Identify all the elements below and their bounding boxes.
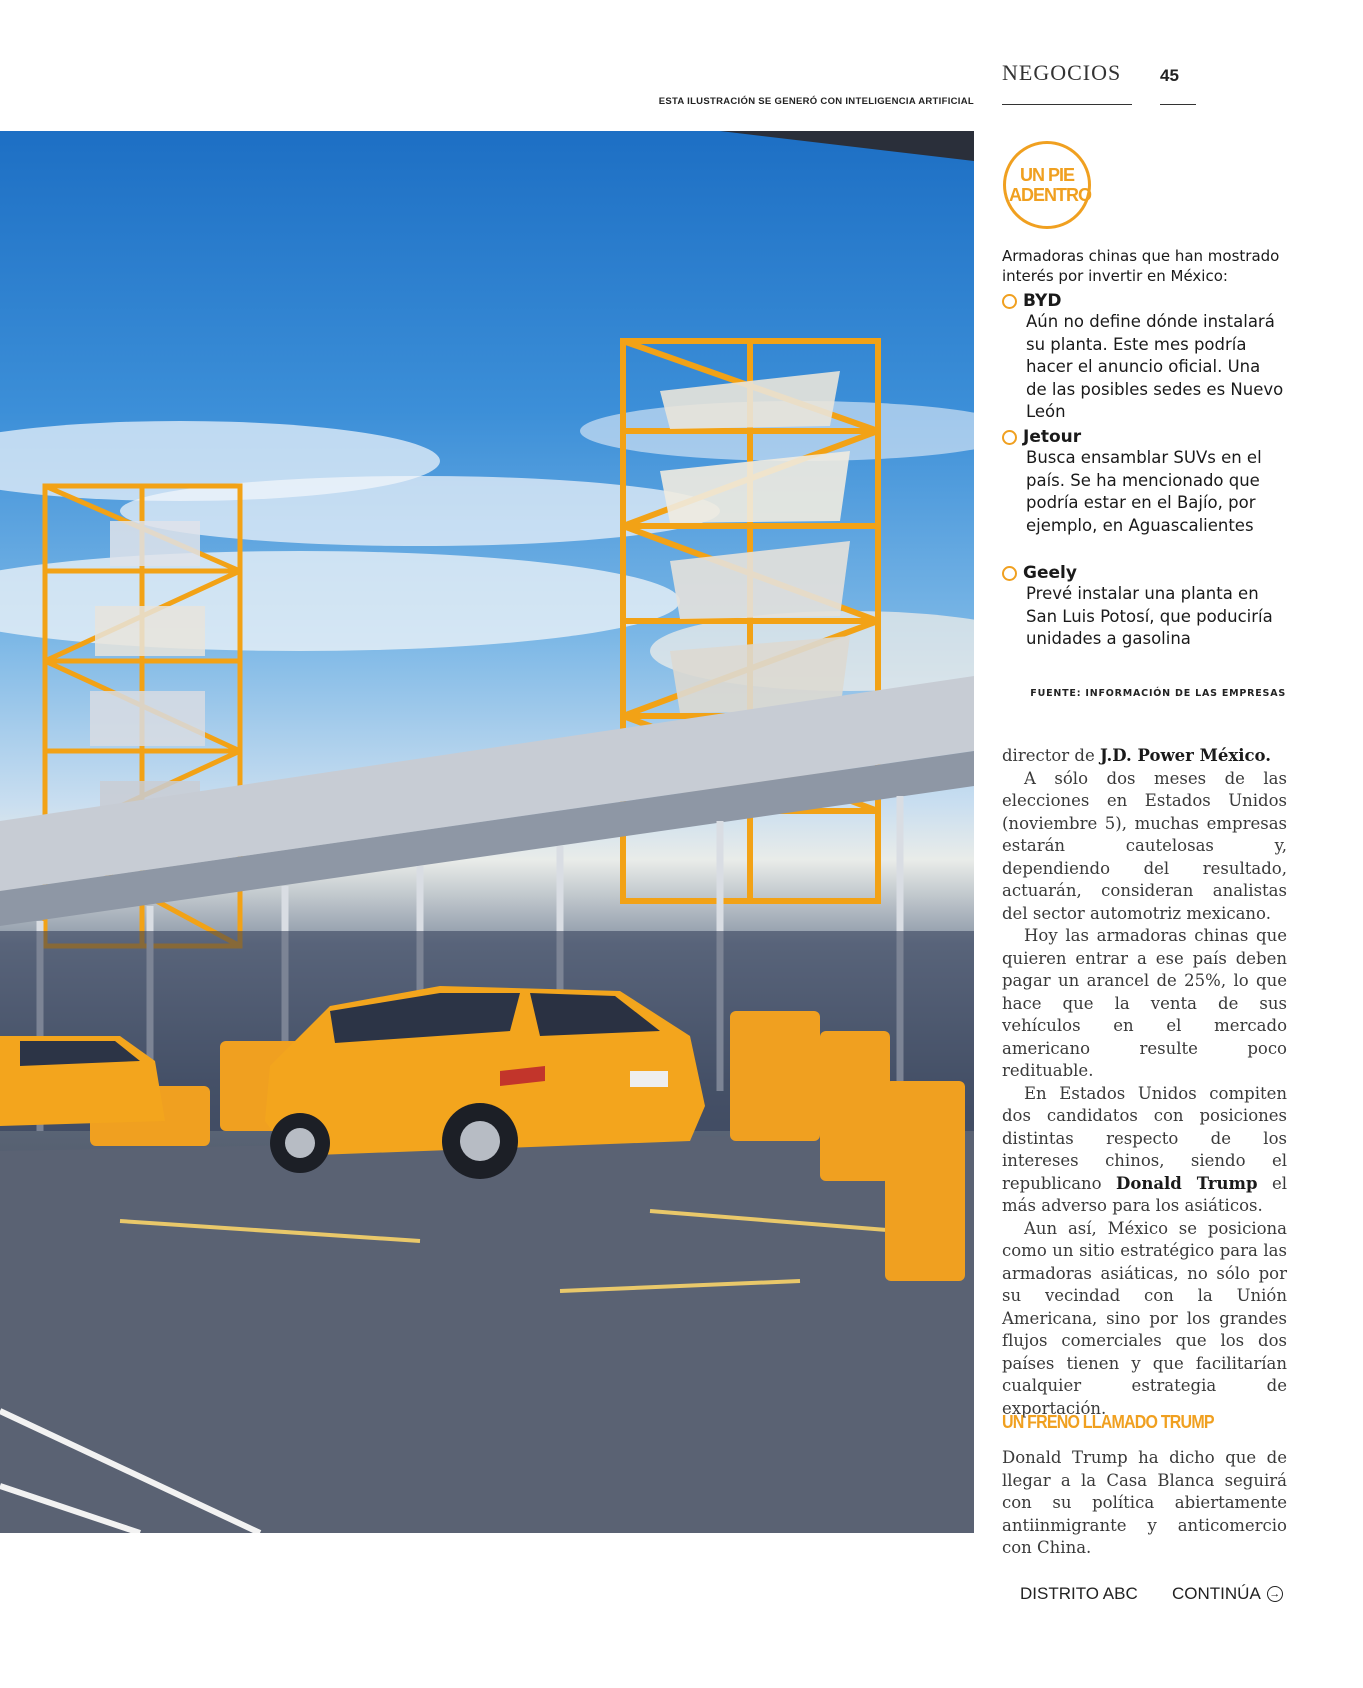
factory-illustration (0, 131, 974, 1533)
article-emphasis: Donald Trump (1116, 1173, 1258, 1193)
article-text: el más adverso para los asiáticos. (1002, 1173, 1287, 1215)
arrow-right-circle-icon: → (1267, 1586, 1283, 1602)
brand-description: Aún no define dónde instalará su planta. Este mes podría hacer el anuncio oficial. Una de las posibles sedes es Nuevo León (1026, 312, 1284, 421)
page-number-rule (1160, 104, 1196, 105)
section-rule (1002, 104, 1132, 105)
circle-bullet-icon (1002, 430, 1017, 445)
article-paragraph (1002, 745, 1287, 768)
article-body-continued (1002, 1447, 1287, 1560)
sidebar-badge-label: UN PIE ADENTRO (1009, 165, 1091, 205)
brand-description: Busca ensamblar SUVs en el país. Se ha mencionado que podría estar en el Bajío, por ejemplo, en Aguascalientes (1026, 448, 1262, 535)
brand-item-byd (1002, 291, 1302, 424)
article-paragraph: Donald Trump ha dicho que de llegar a la Casa Blanca seguirá con su política abiertamente antiinmigrante y anticomercio con China. (1002, 1448, 1287, 1557)
section-name: NEGOCIOS (1002, 60, 1122, 85)
continue-link[interactable] (1172, 1584, 1292, 1604)
sidebar-source: FUENTE: INFORMACIÓN DE LAS EMPRESAS (1030, 688, 1286, 699)
article-paragraph: Hoy las armadoras chinas que quieren entrar a ese país deben pagar un arancel de 25%, lo que hace que la venta de sus vehículos en el mercado americano resulte poco redituable. (1002, 926, 1287, 1080)
publication-name: DISTRITO ABC (1020, 1584, 1138, 1603)
article-paragraph (1002, 1083, 1287, 1218)
factory-illustration-art (0, 131, 974, 1533)
sidebar-intro: Armadoras chinas que han mostrado interés por invertir en México: (1002, 247, 1280, 285)
article-subhead: UN FRENO LLAMADO TRUMP (1002, 1413, 1214, 1433)
article-body (1002, 745, 1287, 1420)
brand-item-geely (1002, 563, 1302, 651)
brand-name: BYD (1023, 291, 1062, 311)
image-credit: ESTA ILUSTRACIÓN SE GENERÓ CON INTELIGENCIA ARTIFICIAL (658, 96, 974, 107)
article-text: director de (1002, 746, 1101, 765)
sidebar-badge (1003, 141, 1091, 229)
article-paragraph: Aun así, México se posiciona como un sitio estratégico para las armadoras asiáticas, no sólo por su vecindad con la Unión Americana, sino por los grandes flujos comerciales que los dos países tienen y que facilitarían cualquier estrategia de exportación. (1002, 1218, 1287, 1418)
brand-name: Jetour (1023, 427, 1082, 447)
circle-bullet-icon (1002, 294, 1017, 309)
continue-label: CONTINÚA (1172, 1584, 1261, 1603)
page-number: 45 (1160, 66, 1179, 85)
article-emphasis: J.D. Power México. (1100, 746, 1271, 765)
brand-item-jetour (1002, 427, 1302, 537)
circle-bullet-icon (1002, 566, 1017, 581)
brand-name: Geely (1023, 563, 1077, 583)
article-text: En Estados Unidos compiten dos candidatos con posiciones distintas respecto de los intereses chinos, siendo el republicano (1002, 1083, 1287, 1193)
brand-description: Prevé instalar una planta en San Luis Potosí, que poduciría unidades a gasolina (1026, 584, 1273, 648)
article-paragraph: A sólo dos meses de las elecciones en Estados Unidos (noviembre 5), muchas empresas estarán cautelosas y, dependiendo del resultado, actuarán, consideran analistas del sector automotriz mexicano. (1002, 768, 1287, 923)
